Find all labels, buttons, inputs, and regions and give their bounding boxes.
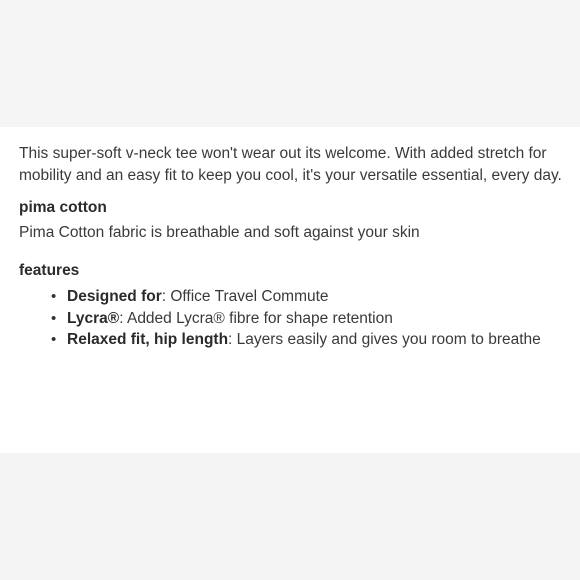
- pima-cotton-heading: pima cotton: [19, 199, 107, 216]
- bullet-icon: •: [51, 288, 57, 305]
- top-background: [0, 0, 580, 127]
- features-heading: features: [19, 262, 80, 279]
- feature-name: Relaxed fit, hip length: [67, 331, 229, 348]
- product-description-panel: [0, 127, 580, 453]
- features-list: [19, 286, 560, 351]
- feature-detail: : Layers easily and gives you room to breathe: [228, 331, 541, 348]
- feature-name: Designed for: [67, 288, 162, 305]
- bullet-icon: •: [51, 309, 57, 327]
- feature-name: Lycra®: [67, 309, 120, 327]
- feature-detail: : Office Travel Commute: [161, 288, 329, 305]
- feature-item-lycra: [49, 308, 560, 330]
- pima-cotton-text: Pima Cotton fabric is breathable and soft against your skin: [19, 224, 420, 241]
- feature-item-relaxed-fit: [49, 329, 560, 351]
- feature-detail: : Added Lycra® fibre for shape retention: [119, 309, 393, 327]
- bullet-icon: •: [51, 331, 57, 348]
- product-description-intro: This super-soft v-neck tee won't wear out its welcome. With added stretch for mobility and an easy fit to keep you cool, it's your versatile essential, every day.: [19, 145, 562, 184]
- bottom-background: [0, 453, 580, 580]
- feature-item-designed-for: [49, 286, 560, 308]
